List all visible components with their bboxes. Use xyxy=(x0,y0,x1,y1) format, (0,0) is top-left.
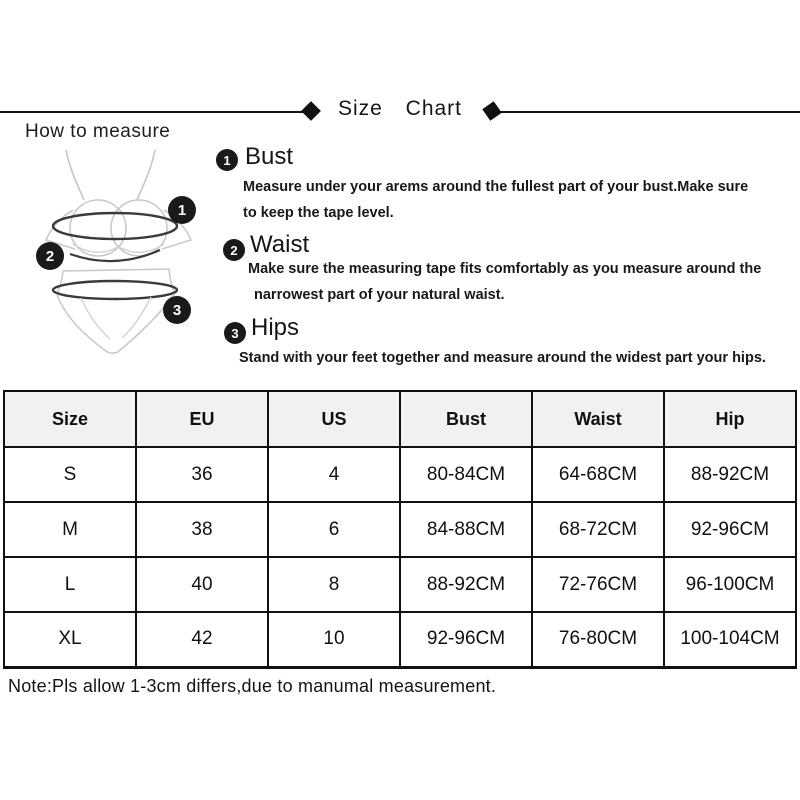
col-header-bust: Bust xyxy=(400,391,532,447)
size-table-header-row xyxy=(4,391,796,447)
cell-size: XL xyxy=(4,612,136,667)
bust-number-badge: 1 xyxy=(216,149,238,171)
cell-eu: 42 xyxy=(136,612,268,667)
bust-description xyxy=(243,174,748,226)
cell-waist: 64-68CM xyxy=(532,447,664,502)
table-row xyxy=(4,447,796,502)
title-rule-right xyxy=(500,111,800,113)
cell-size: M xyxy=(4,502,136,557)
col-header-hip: Hip xyxy=(664,391,796,447)
cell-size: S xyxy=(4,447,136,502)
cell-waist: 76-80CM xyxy=(532,612,664,667)
cell-us: 4 xyxy=(268,447,400,502)
bust-marker: 1 xyxy=(168,196,196,224)
col-header-eu: EU xyxy=(136,391,268,447)
hips-number-badge: 3 xyxy=(224,322,246,344)
col-header-size: Size xyxy=(4,391,136,447)
cell-eu: 38 xyxy=(136,502,268,557)
hips-description-line: Stand with your feet together and measure around the widest part your hips. xyxy=(239,350,766,366)
hips-marker: 3 xyxy=(163,296,191,324)
cell-us: 10 xyxy=(268,612,400,667)
waist-description-line: Make sure the measuring tape fits comfortably as you measure around the xyxy=(248,261,762,277)
cell-waist: 72-76CM xyxy=(532,557,664,612)
bust-description-line: Measure under your arems around the fullest part of your bust.Make sure xyxy=(243,179,749,195)
how-to-measure-heading: How to measure xyxy=(25,121,171,142)
table-row xyxy=(4,612,796,667)
measurement-note: Note:Pls allow 1-3cm differs,due to manumal measurement. xyxy=(8,676,497,696)
cell-bust: 88-92CM xyxy=(400,557,532,612)
waist-marker: 2 xyxy=(36,242,64,270)
table-row xyxy=(4,502,796,557)
cell-us: 8 xyxy=(268,557,400,612)
cell-waist: 68-72CM xyxy=(532,502,664,557)
cell-bust: 84-88CM xyxy=(400,502,532,557)
cell-size: L xyxy=(4,557,136,612)
table-row xyxy=(4,557,796,612)
col-header-us: US xyxy=(268,391,400,447)
size-table xyxy=(3,390,797,669)
bust-heading: Bust xyxy=(245,143,294,170)
cell-hip: 92-96CM xyxy=(664,502,796,557)
cell-eu: 36 xyxy=(136,447,268,502)
bust-description-line: to keep the tape level. xyxy=(243,205,394,221)
page-title: Size Chart xyxy=(337,97,463,120)
hips-heading: Hips xyxy=(251,314,300,341)
cell-hip: 88-92CM xyxy=(664,447,796,502)
waist-description xyxy=(248,256,761,308)
cell-bust: 80-84CM xyxy=(400,447,532,502)
cell-eu: 40 xyxy=(136,557,268,612)
cell-us: 6 xyxy=(268,502,400,557)
hips-description xyxy=(239,345,766,371)
cell-hip: 96-100CM xyxy=(664,557,796,612)
waist-description-line: narrowest part of your natural waist. xyxy=(254,287,505,303)
cell-hip: 100-104CM xyxy=(664,612,796,667)
waist-number-badge: 2 xyxy=(223,239,245,261)
cell-bust: 92-96CM xyxy=(400,612,532,667)
waist-heading: Waist xyxy=(250,231,310,258)
col-header-waist: Waist xyxy=(532,391,664,447)
